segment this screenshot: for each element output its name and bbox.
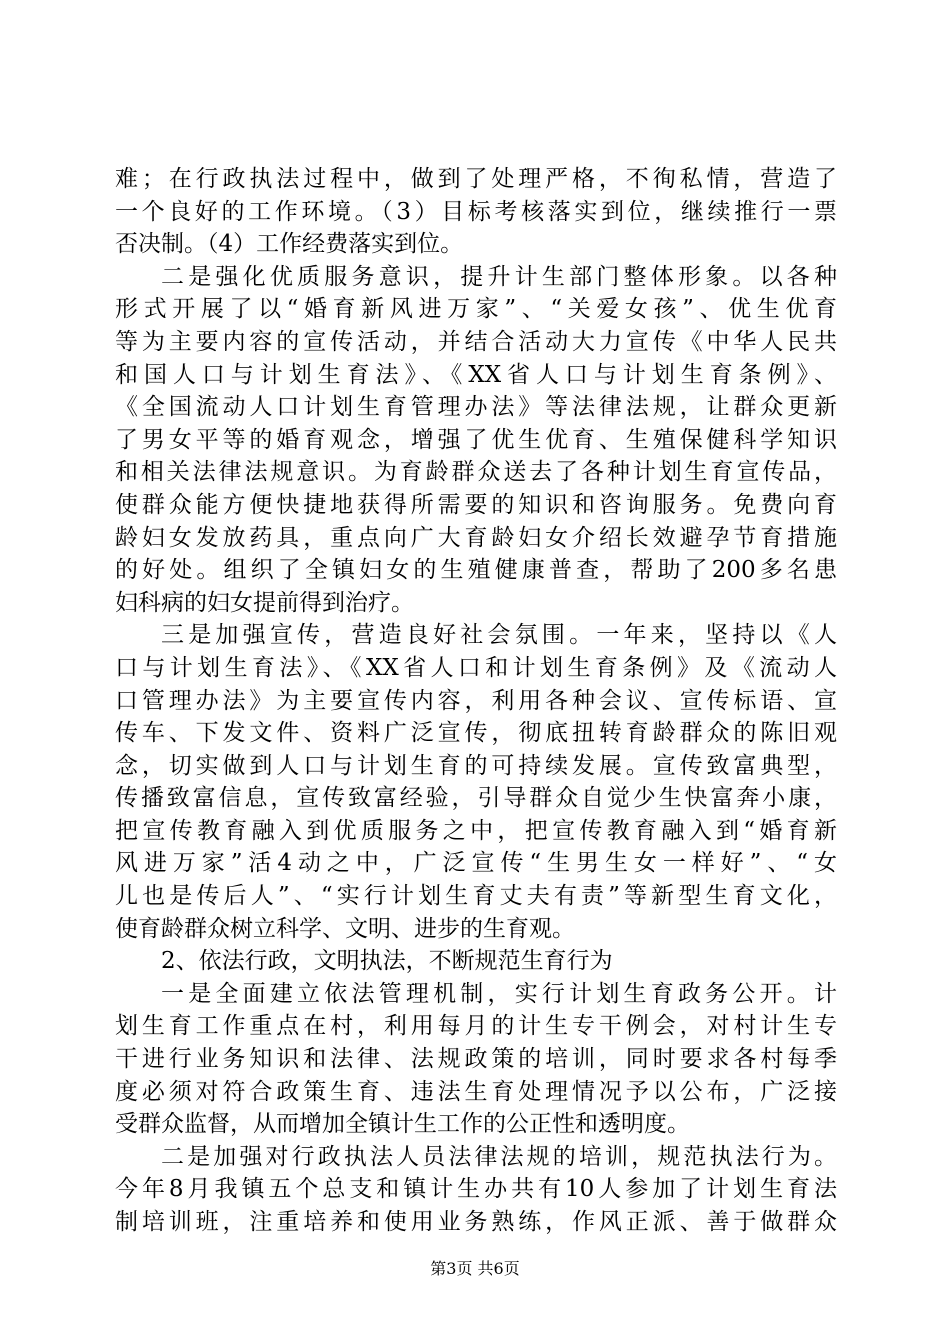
text-line: 度必须对符合政策生育、违法生育处理情况予以公布，广泛接 bbox=[115, 1078, 837, 1105]
text-line: 和国人口与计划生育法》、《XX省人口与计划生育条例》、 bbox=[115, 361, 837, 388]
text-line: 口管理办法》为主要宣传内容，利用各种会议、宣传标语、宣 bbox=[115, 687, 837, 714]
text-line: 干进行业务知识和法律、法规政策的培训，同时要求各村每季 bbox=[115, 1046, 837, 1073]
text-line: 的好处。组织了全镇妇女的生殖健康普查，帮助了200多名患 bbox=[115, 557, 837, 584]
text-line: 否决制。（4）工作经费落实到位。 bbox=[115, 231, 464, 258]
text-line: 三是加强宣传，营造良好社会氛围。一年来，坚持以《人 bbox=[161, 622, 837, 649]
text-line: 念，切实做到人口与计划生育的可持续发展。宣传致富典型， bbox=[115, 752, 837, 779]
text-line: 制培训班，注重培养和使用业务熟练，作风正派、善于做群众 bbox=[115, 1209, 837, 1235]
text-line: 等为主要内容的宣传活动，并结合活动大力宣传《中华人民共 bbox=[115, 328, 837, 355]
document-body bbox=[115, 163, 837, 1239]
text-line: 把宣传教育融入到优质服务之中，把宣传教育融入到“婚育新 bbox=[115, 817, 837, 844]
text-line: 《全国流动人口计划生育管理办法》等法律法规，让群众更新 bbox=[115, 394, 837, 421]
text-line: 难；在行政执法过程中，做到了处理严格，不徇私情，营造了 bbox=[115, 166, 837, 192]
text-line: 和相关法律法规意识。为育龄群众送去了各种计划生育宣传品， bbox=[115, 459, 837, 486]
text-line: 了男女平等的婚育观念，增强了优生优育、生殖保健科学知识 bbox=[115, 426, 837, 453]
text-line: 妇科病的妇女提前得到治疗。 bbox=[115, 589, 414, 616]
text-line: 二是强化优质服务意识，提升计生部门整体形象。以各种 bbox=[161, 263, 837, 290]
text-line: 使群众能方便快捷地获得所需要的知识和咨询服务。免费向育 bbox=[115, 491, 837, 518]
text-line: 传车、下发文件、资料广泛宣传，彻底扭转育龄群众的陈旧观 bbox=[115, 720, 837, 747]
text-line: 受群众监督，从而增加全镇计生工作的公正性和透明度。 bbox=[115, 1111, 690, 1138]
text-line: 使育龄群众树立科学、文明、进步的生育观。 bbox=[115, 915, 575, 942]
text-line: 一是全面建立依法管理机制，实行计划生育政务公开。计 bbox=[161, 980, 837, 1007]
text-line: 形式开展了以“婚育新风进万家”、“关爱女孩”、优生优育 bbox=[115, 296, 837, 323]
text-line: 传播致富信息，宣传致富经验，引导群众自觉少生快富奔小康， bbox=[115, 785, 837, 812]
text-line: 二是加强对行政执法人员法律法规的培训，规范执法行为。 bbox=[161, 1143, 837, 1170]
text-line: 划生育工作重点在村，利用每月的计生专干例会，对村计生专 bbox=[115, 1013, 837, 1040]
text-line: 龄妇女发放药具，重点向广大育龄妇女介绍长效避孕节育措施 bbox=[115, 524, 837, 551]
text-line: 儿也是传后人”、“实行计划生育丈夫有责”等新型生育文化， bbox=[115, 883, 837, 910]
text-line: 一个良好的工作环境。（3）目标考核落实到位，继续推行一票 bbox=[115, 198, 837, 225]
page-footer: 第3页 共6页 bbox=[430, 1259, 520, 1278]
text-line: 风进万家”活4动之中，广泛宣传“生男生女一样好”、“女 bbox=[115, 850, 837, 877]
text-line: 口与计划生育法》、《XX省人口和计划生育条例》及《流动人 bbox=[115, 654, 837, 681]
text-line: 2、依法行政，文明执法，不断规范生育行为 bbox=[161, 948, 613, 975]
text-line: 今年8月我镇五个总支和镇计生办共有10人参加了计划生育法 bbox=[115, 1176, 837, 1203]
